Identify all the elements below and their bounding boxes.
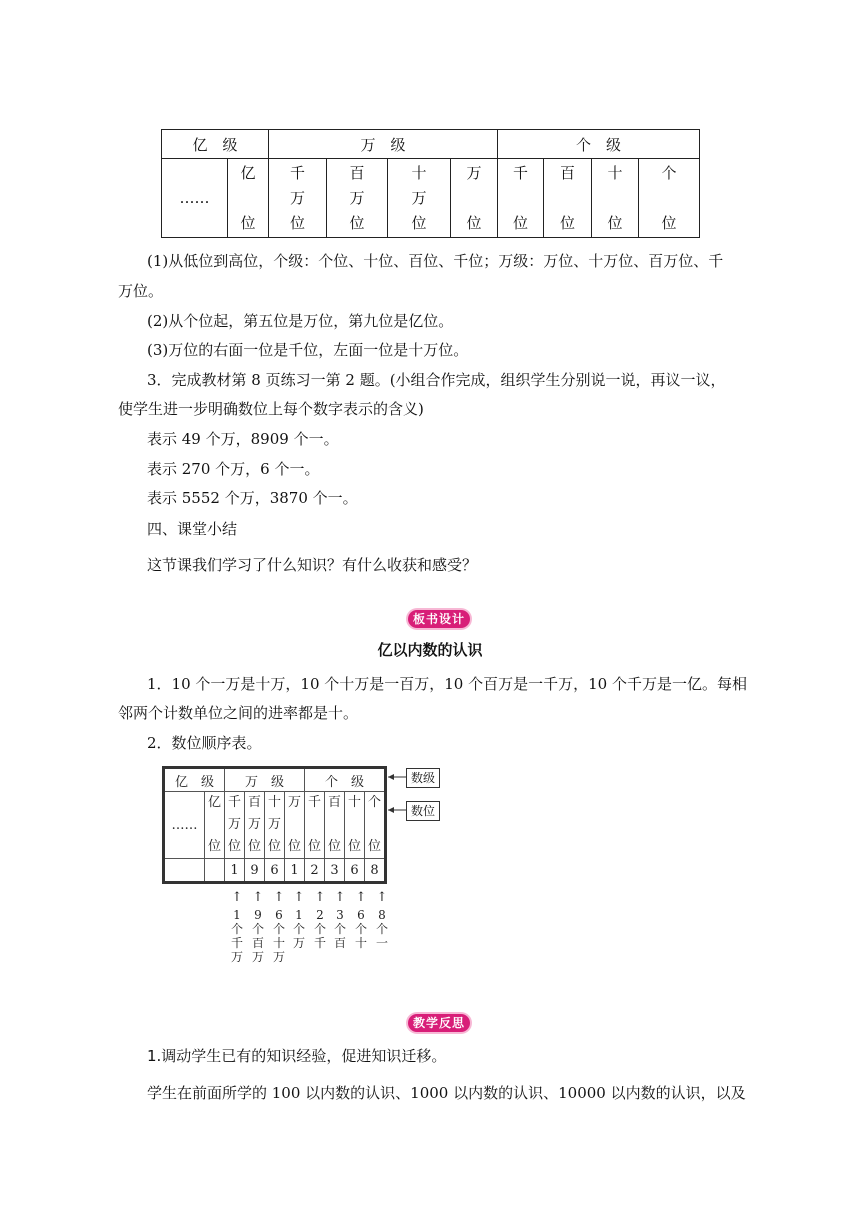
t2-digit: 1 <box>225 859 245 883</box>
cell-shi-wei: 十 位 <box>592 159 639 238</box>
t2-digit: 2 <box>305 859 325 883</box>
cell-wan-wei: 万 位 <box>451 159 498 238</box>
t2-cell-shiwan-wei: 十 万 位 <box>265 792 285 859</box>
t2-cell-shi-wei: 十 位 <box>345 792 365 859</box>
paragraph-4a: 3．完成教材第 8 页练习一第 2 题。(小组合作完成，组织学生分别说一说，再议一议， <box>147 371 726 389</box>
badge-teaching-reflection: 教学反思 <box>408 1014 470 1032</box>
arrow-annotation: ↑ 1 个 万 <box>292 890 305 950</box>
t2-header-wan-level: 万 级 <box>225 768 305 792</box>
arrow-annotation: ↑ 6 个 十 <box>354 890 367 950</box>
t2-cell-wan-wei: 万 位 <box>285 792 305 859</box>
arrow-annotation: ↑ 6 个 十 万 <box>272 890 285 964</box>
label-digit-place: 数位 <box>406 801 440 821</box>
t2-digit: 8 <box>365 859 386 883</box>
header-yi-level: 亿 级 <box>162 130 269 159</box>
t2-empty-yi <box>205 859 225 883</box>
cell-yi-wei: 亿 位 <box>228 159 269 238</box>
t2-cell-baiwan-wei: 百 万 位 <box>245 792 265 859</box>
t2-digit: 1 <box>285 859 305 883</box>
board-point-2: 2．数位顺序表。 <box>147 734 262 752</box>
label-digit-level: 数级 <box>406 768 440 788</box>
t2-header-ge-level: 个 级 <box>305 768 386 792</box>
t2-digit: 6 <box>345 859 365 883</box>
arrow-annotation: ↑ 2 个 千 <box>313 890 326 950</box>
reflection-paragraph: 学生在前面所学的 100 以内数的认识、1000 以内数的认识、10000 以内数的认识，以及 <box>147 1084 746 1102</box>
section-heading-summary: 四、课堂小结 <box>147 520 238 538</box>
paragraph-1a: (1)从低位到高位，个级：个位、十位、百位、千位；万级：万位、十万位、百万位、千 <box>147 252 724 270</box>
paragraph-6: 表示 270 个万，6 个一。 <box>147 460 320 478</box>
cell-qian-wei: 千 位 <box>498 159 544 238</box>
t2-cell-bai-wei: 百 位 <box>325 792 345 859</box>
badge-board-design: 板书设计 <box>408 610 470 628</box>
paragraph-9: 这节课我们学习了什么知识？有什么收获和感受？ <box>147 556 478 574</box>
place-value-table <box>161 129 700 238</box>
t2-empty-cell <box>164 859 205 883</box>
cell-baiwan-wei: 百 万 位 <box>327 159 388 238</box>
board-point-1b: 邻两个计数单位之间的进率都是十。 <box>118 704 359 722</box>
paragraph-3: (3)万位的右面一位是千位，左面一位是十万位。 <box>147 341 469 359</box>
t2-cell-qianwan-wei: 千 万 位 <box>225 792 245 859</box>
arrow-annotation: ↑ 3 个 百 <box>333 890 346 950</box>
t2-digit: 3 <box>325 859 345 883</box>
t2-cell-qian-wei: 千 位 <box>305 792 325 859</box>
board-title: 亿以内数的认识 <box>377 641 483 659</box>
cell-bai-wei: 百 位 <box>544 159 592 238</box>
arrow-annotation: ↑ 1 个 千 万 <box>230 890 243 964</box>
header-ge-level: 个 级 <box>498 130 700 159</box>
arrow-annotation: ↑ 8 个 一 <box>375 890 388 950</box>
arrow-annotation: ↑ 9 个 百 万 <box>251 890 264 964</box>
paragraph-5: 表示 49 个万，8909 个一。 <box>147 430 339 448</box>
paragraph-1b: 万位。 <box>118 282 164 300</box>
ellipsis-cell: …… <box>162 159 228 238</box>
paragraph-7: 表示 5552 个万，3870 个一。 <box>147 489 358 507</box>
t2-ellipsis-cell: …… <box>164 792 205 859</box>
reflection-point-1: 1.调动学生已有的知识经验，促进知识迁移。 <box>147 1047 447 1065</box>
t2-digit: 9 <box>245 859 265 883</box>
cell-ge-wei: 个 位 <box>639 159 700 238</box>
board-point-1a: 1．10 个一万是十万，10 个十万是一百万，10 个百万是一千万，10 个千万是一亿。每相 <box>147 675 747 693</box>
paragraph-4b: 使学生进一步明确数位上每个数字表示的含义) <box>118 400 424 418</box>
header-wan-level: 万 级 <box>269 130 498 159</box>
t2-cell-ge-wei: 个 位 <box>365 792 386 859</box>
cell-qianwan-wei: 千 万 位 <box>269 159 327 238</box>
cell-shiwan-wei: 十 万 位 <box>388 159 451 238</box>
place-value-order-table <box>162 766 387 884</box>
t2-header-yi-level: 亿 级 <box>164 768 225 792</box>
paragraph-2: (2)从个位起，第五位是万位，第九位是亿位。 <box>147 312 454 330</box>
t2-digit: 6 <box>265 859 285 883</box>
t2-cell-yi-wei: 亿 位 <box>205 792 225 859</box>
